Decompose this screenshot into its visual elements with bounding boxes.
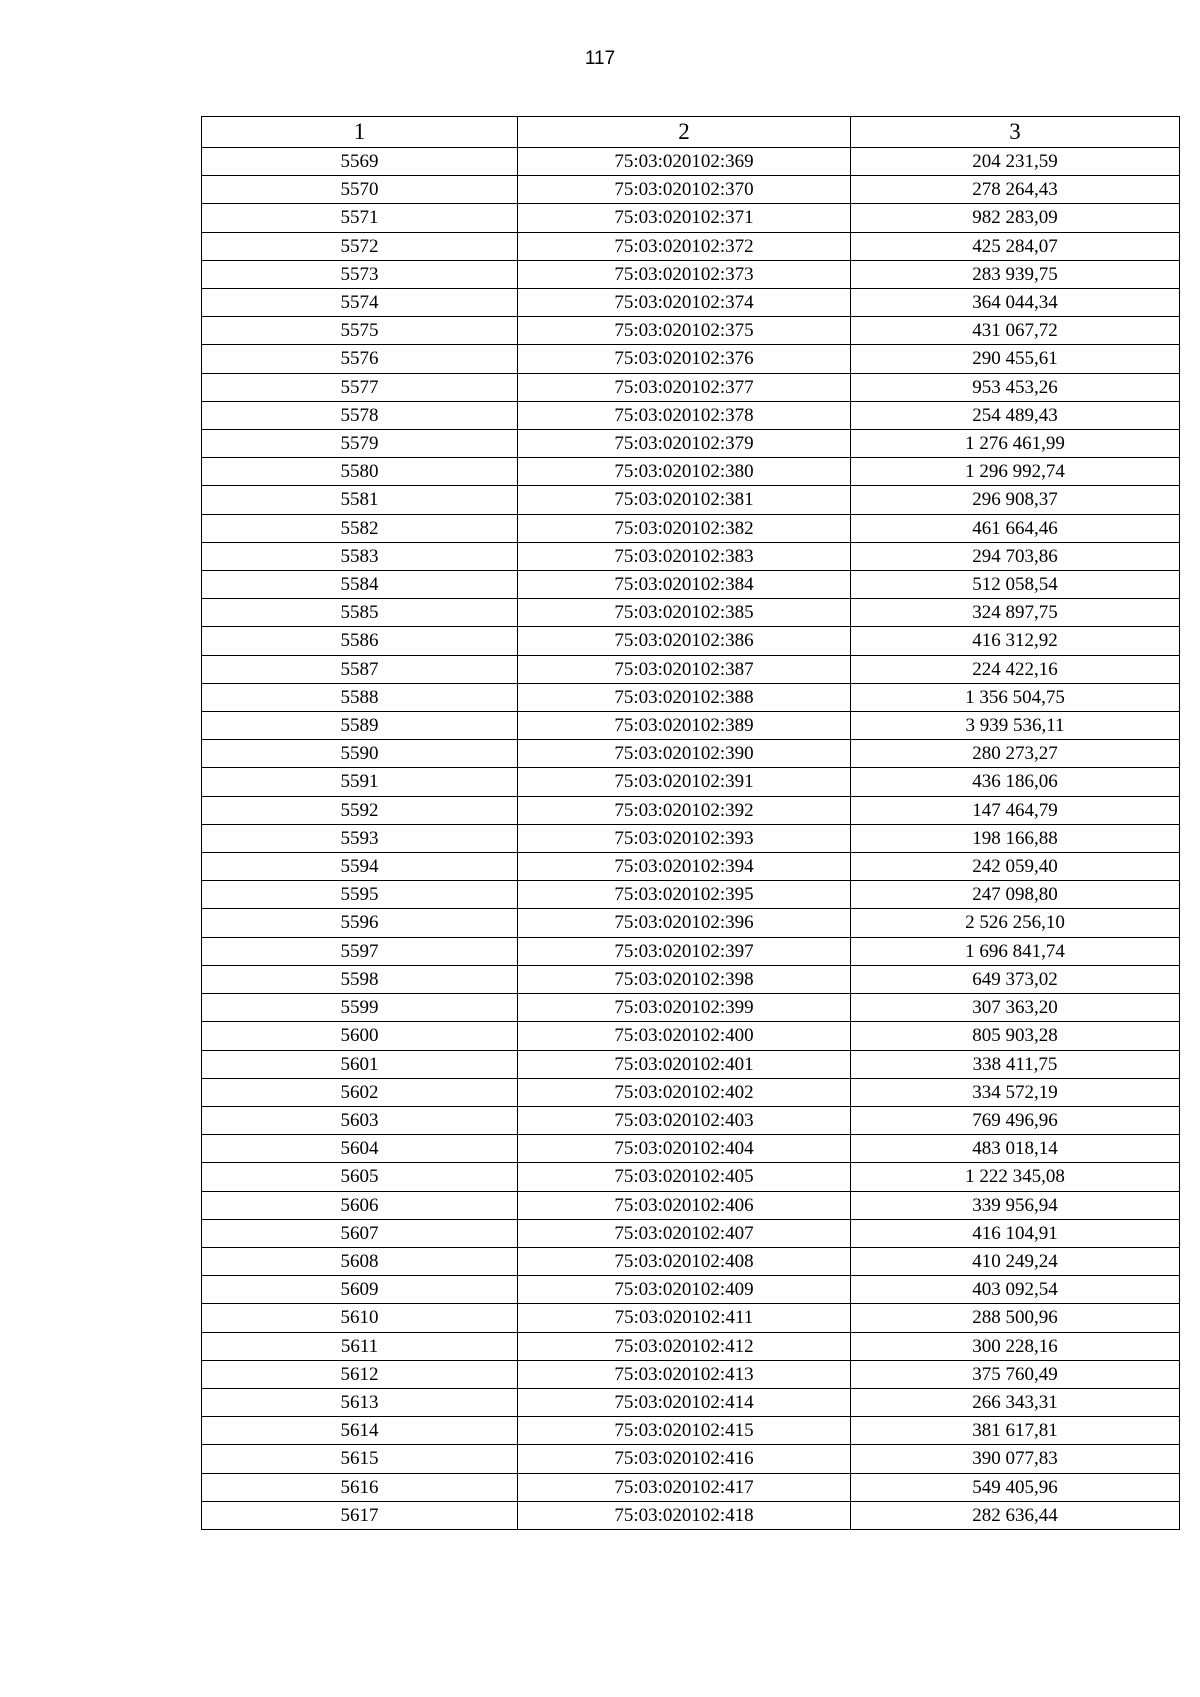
row-number-cell: 5570	[202, 176, 518, 204]
row-number-cell: 5572	[202, 232, 518, 260]
value-cell: 242 059,40	[851, 853, 1180, 881]
row-number-cell: 5616	[202, 1473, 518, 1501]
table-row	[202, 1191, 1180, 1219]
table-row	[202, 1078, 1180, 1106]
table-row	[202, 204, 1180, 232]
row-number-cell: 5587	[202, 655, 518, 683]
cadastral-number-cell: 75:03:020102:415	[518, 1417, 851, 1445]
cadastral-number-cell: 75:03:020102:406	[518, 1191, 851, 1219]
cadastral-number-cell: 75:03:020102:399	[518, 994, 851, 1022]
row-number-cell: 5615	[202, 1445, 518, 1473]
value-cell: 649 373,02	[851, 965, 1180, 993]
table-row	[202, 740, 1180, 768]
row-number-cell: 5614	[202, 1417, 518, 1445]
value-cell: 549 405,96	[851, 1473, 1180, 1501]
row-number-cell: 5586	[202, 627, 518, 655]
table-row	[202, 401, 1180, 429]
cadastral-number-cell: 75:03:020102:408	[518, 1247, 851, 1275]
cadastral-number-cell: 75:03:020102:403	[518, 1106, 851, 1134]
table-row	[202, 1163, 1180, 1191]
value-cell: 307 363,20	[851, 994, 1180, 1022]
table-row	[202, 824, 1180, 852]
row-number-cell: 5611	[202, 1332, 518, 1360]
value-cell: 280 273,27	[851, 740, 1180, 768]
value-cell: 410 249,24	[851, 1247, 1180, 1275]
cadastral-number-cell: 75:03:020102:390	[518, 740, 851, 768]
cadastral-number-cell: 75:03:020102:397	[518, 937, 851, 965]
cadastral-number-cell: 75:03:020102:404	[518, 1135, 851, 1163]
table-row	[202, 683, 1180, 711]
column-header-3: 3	[851, 117, 1180, 148]
cadastral-number-cell: 75:03:020102:388	[518, 683, 851, 711]
value-cell: 403 092,54	[851, 1276, 1180, 1304]
row-number-cell: 5612	[202, 1360, 518, 1388]
row-number-cell: 5583	[202, 542, 518, 570]
cadastral-number-cell: 75:03:020102:416	[518, 1445, 851, 1473]
row-number-cell: 5596	[202, 909, 518, 937]
value-cell: 512 058,54	[851, 571, 1180, 599]
cadastral-number-cell: 75:03:020102:372	[518, 232, 851, 260]
table-row	[202, 1445, 1180, 1473]
value-cell: 381 617,81	[851, 1417, 1180, 1445]
row-number-cell: 5607	[202, 1219, 518, 1247]
table-header	[202, 117, 1180, 148]
cadastral-number-cell: 75:03:020102:394	[518, 853, 851, 881]
cadastral-number-cell: 75:03:020102:413	[518, 1360, 851, 1388]
value-cell: 266 343,31	[851, 1388, 1180, 1416]
value-cell: 436 186,06	[851, 768, 1180, 796]
row-number-cell: 5603	[202, 1106, 518, 1134]
value-cell: 1 356 504,75	[851, 683, 1180, 711]
cadastral-number-cell: 75:03:020102:384	[518, 571, 851, 599]
value-cell: 953 453,26	[851, 373, 1180, 401]
value-cell: 1 276 461,99	[851, 430, 1180, 458]
value-cell: 364 044,34	[851, 289, 1180, 317]
value-cell: 204 231,59	[851, 148, 1180, 176]
table-body	[202, 148, 1180, 1530]
table-row	[202, 1501, 1180, 1529]
table-row	[202, 1247, 1180, 1275]
value-cell: 416 312,92	[851, 627, 1180, 655]
cadastral-number-cell: 75:03:020102:381	[518, 486, 851, 514]
cadastral-number-cell: 75:03:020102:418	[518, 1501, 851, 1529]
table-row	[202, 712, 1180, 740]
row-number-cell: 5609	[202, 1276, 518, 1304]
row-number-cell: 5591	[202, 768, 518, 796]
row-number-cell: 5579	[202, 430, 518, 458]
cadastral-number-cell: 75:03:020102:409	[518, 1276, 851, 1304]
table-row	[202, 317, 1180, 345]
table-row	[202, 768, 1180, 796]
value-cell: 1 696 841,74	[851, 937, 1180, 965]
table-row	[202, 599, 1180, 627]
cadastral-number-cell: 75:03:020102:379	[518, 430, 851, 458]
table-row	[202, 937, 1180, 965]
row-number-cell: 5597	[202, 937, 518, 965]
row-number-cell: 5582	[202, 514, 518, 542]
cadastral-number-cell: 75:03:020102:383	[518, 542, 851, 570]
cadastral-number-cell: 75:03:020102:369	[518, 148, 851, 176]
table-row	[202, 458, 1180, 486]
table-row	[202, 1135, 1180, 1163]
value-cell: 416 104,91	[851, 1219, 1180, 1247]
cadastral-number-cell: 75:03:020102:392	[518, 796, 851, 824]
value-cell: 300 228,16	[851, 1332, 1180, 1360]
row-number-cell: 5606	[202, 1191, 518, 1219]
table-row	[202, 1332, 1180, 1360]
table-row	[202, 176, 1180, 204]
value-cell: 805 903,28	[851, 1022, 1180, 1050]
row-number-cell: 5584	[202, 571, 518, 599]
table-row	[202, 1106, 1180, 1134]
value-cell: 198 166,88	[851, 824, 1180, 852]
cadastral-number-cell: 75:03:020102:395	[518, 881, 851, 909]
table-row	[202, 909, 1180, 937]
row-number-cell: 5601	[202, 1050, 518, 1078]
value-cell: 278 264,43	[851, 176, 1180, 204]
table-row	[202, 1304, 1180, 1332]
row-number-cell: 5580	[202, 458, 518, 486]
row-number-cell: 5589	[202, 712, 518, 740]
page-number: 117	[584, 48, 616, 69]
header-row	[202, 117, 1180, 148]
value-cell: 431 067,72	[851, 317, 1180, 345]
cadastral-number-cell: 75:03:020102:380	[518, 458, 851, 486]
cadastral-number-cell: 75:03:020102:382	[518, 514, 851, 542]
value-cell: 2 526 256,10	[851, 909, 1180, 937]
value-cell: 334 572,19	[851, 1078, 1180, 1106]
cadastral-number-cell: 75:03:020102:412	[518, 1332, 851, 1360]
cadastral-number-cell: 75:03:020102:375	[518, 317, 851, 345]
row-number-cell: 5605	[202, 1163, 518, 1191]
value-cell: 982 283,09	[851, 204, 1180, 232]
cadastral-number-cell: 75:03:020102:387	[518, 655, 851, 683]
row-number-cell: 5600	[202, 1022, 518, 1050]
cadastral-number-cell: 75:03:020102:398	[518, 965, 851, 993]
cadastral-number-cell: 75:03:020102:407	[518, 1219, 851, 1247]
value-cell: 282 636,44	[851, 1501, 1180, 1529]
table-row	[202, 1360, 1180, 1388]
cadastral-number-cell: 75:03:020102:389	[518, 712, 851, 740]
table-row	[202, 1022, 1180, 1050]
table-row	[202, 1050, 1180, 1078]
table-row	[202, 514, 1180, 542]
value-cell: 390 077,83	[851, 1445, 1180, 1473]
row-number-cell: 5604	[202, 1135, 518, 1163]
cadastral-number-cell: 75:03:020102:411	[518, 1304, 851, 1332]
value-cell: 254 489,43	[851, 401, 1180, 429]
value-cell: 224 422,16	[851, 655, 1180, 683]
value-cell: 283 939,75	[851, 260, 1180, 288]
row-number-cell: 5571	[202, 204, 518, 232]
table-row	[202, 881, 1180, 909]
cadastral-number-cell: 75:03:020102:417	[518, 1473, 851, 1501]
row-number-cell: 5575	[202, 317, 518, 345]
column-header-1: 1	[202, 117, 518, 148]
value-cell: 247 098,80	[851, 881, 1180, 909]
value-cell: 3 939 536,11	[851, 712, 1180, 740]
table-row	[202, 260, 1180, 288]
value-cell: 147 464,79	[851, 796, 1180, 824]
value-cell: 769 496,96	[851, 1106, 1180, 1134]
cadastral-number-cell: 75:03:020102:373	[518, 260, 851, 288]
value-cell: 375 760,49	[851, 1360, 1180, 1388]
value-cell: 290 455,61	[851, 345, 1180, 373]
table-row	[202, 486, 1180, 514]
row-number-cell: 5617	[202, 1501, 518, 1529]
row-number-cell: 5598	[202, 965, 518, 993]
value-cell: 339 956,94	[851, 1191, 1180, 1219]
cadastral-number-cell: 75:03:020102:400	[518, 1022, 851, 1050]
row-number-cell: 5574	[202, 289, 518, 317]
value-cell: 288 500,96	[851, 1304, 1180, 1332]
table-row	[202, 853, 1180, 881]
cadastral-number-cell: 75:03:020102:414	[518, 1388, 851, 1416]
cadastral-number-cell: 75:03:020102:391	[518, 768, 851, 796]
row-number-cell: 5577	[202, 373, 518, 401]
value-cell: 425 284,07	[851, 232, 1180, 260]
value-cell: 1 296 992,74	[851, 458, 1180, 486]
table-row	[202, 1417, 1180, 1445]
row-number-cell: 5573	[202, 260, 518, 288]
row-number-cell: 5613	[202, 1388, 518, 1416]
cadastral-number-cell: 75:03:020102:393	[518, 824, 851, 852]
row-number-cell: 5592	[202, 796, 518, 824]
cadastral-number-cell: 75:03:020102:378	[518, 401, 851, 429]
row-number-cell: 5595	[202, 881, 518, 909]
row-number-cell: 5608	[202, 1247, 518, 1275]
row-number-cell: 5588	[202, 683, 518, 711]
row-number-cell: 5576	[202, 345, 518, 373]
table-row	[202, 1388, 1180, 1416]
table-row	[202, 627, 1180, 655]
table-row	[202, 1219, 1180, 1247]
table-row	[202, 994, 1180, 1022]
cadastral-number-cell: 75:03:020102:376	[518, 345, 851, 373]
row-number-cell: 5602	[202, 1078, 518, 1106]
cadastral-number-cell: 75:03:020102:402	[518, 1078, 851, 1106]
value-cell: 1 222 345,08	[851, 1163, 1180, 1191]
value-cell: 294 703,86	[851, 542, 1180, 570]
cadastral-number-cell: 75:03:020102:377	[518, 373, 851, 401]
table-row	[202, 345, 1180, 373]
value-cell: 324 897,75	[851, 599, 1180, 627]
table-row	[202, 1473, 1180, 1501]
table-row	[202, 1276, 1180, 1304]
row-number-cell: 5578	[202, 401, 518, 429]
value-cell: 338 411,75	[851, 1050, 1180, 1078]
row-number-cell: 5585	[202, 599, 518, 627]
row-number-cell: 5569	[202, 148, 518, 176]
table-row	[202, 148, 1180, 176]
table-row	[202, 965, 1180, 993]
column-header-2: 2	[518, 117, 851, 148]
value-cell: 296 908,37	[851, 486, 1180, 514]
table-row	[202, 232, 1180, 260]
row-number-cell: 5594	[202, 853, 518, 881]
row-number-cell: 5610	[202, 1304, 518, 1332]
table-row	[202, 571, 1180, 599]
cadastral-number-cell: 75:03:020102:374	[518, 289, 851, 317]
cadastral-number-cell: 75:03:020102:401	[518, 1050, 851, 1078]
table-row	[202, 796, 1180, 824]
cadastral-number-cell: 75:03:020102:370	[518, 176, 851, 204]
row-number-cell: 5593	[202, 824, 518, 852]
table-row	[202, 542, 1180, 570]
value-cell: 483 018,14	[851, 1135, 1180, 1163]
value-cell: 461 664,46	[851, 514, 1180, 542]
data-table	[201, 116, 1180, 1530]
table-row	[202, 655, 1180, 683]
cadastral-number-cell: 75:03:020102:405	[518, 1163, 851, 1191]
table-row	[202, 430, 1180, 458]
cadastral-number-cell: 75:03:020102:386	[518, 627, 851, 655]
cadastral-number-cell: 75:03:020102:396	[518, 909, 851, 937]
row-number-cell: 5581	[202, 486, 518, 514]
cadastral-number-cell: 75:03:020102:385	[518, 599, 851, 627]
cadastral-number-cell: 75:03:020102:371	[518, 204, 851, 232]
table-row	[202, 373, 1180, 401]
row-number-cell: 5590	[202, 740, 518, 768]
row-number-cell: 5599	[202, 994, 518, 1022]
table-row	[202, 289, 1180, 317]
